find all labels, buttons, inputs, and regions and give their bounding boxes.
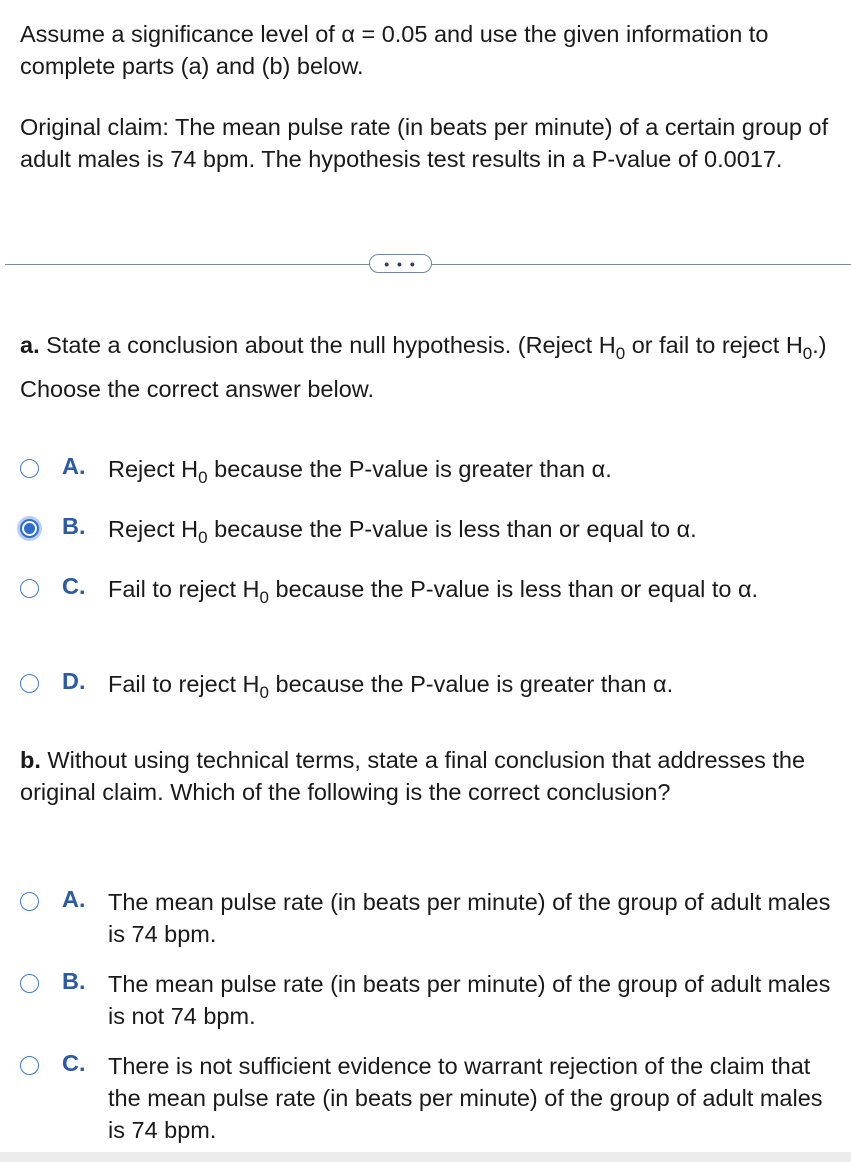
- part-a-question: [20, 323, 843, 411]
- radio-button[interactable]: [20, 579, 39, 598]
- option-text: The mean pulse rate (in beats per minute) of the group of adult males is 74 bpm.: [108, 889, 831, 947]
- bottom-scroll-edge: [0, 1152, 851, 1162]
- option-letter: A.: [62, 886, 86, 912]
- option-text: The mean pulse rate (in beats per minute) of the group of adult males is not 74 bpm.: [108, 971, 831, 1029]
- part-b-option-a[interactable]: [20, 886, 831, 950]
- part-a-sub-2: 0: [802, 344, 813, 363]
- part-a-text-1: State a conclusion about the null hypothesis. (Reject H: [39, 332, 616, 358]
- part-b-question: [20, 744, 843, 808]
- part-b-text: Without using technical terms, state a final conclusion that addresses the original claim. Which of the following is the correct conclusion?: [20, 747, 806, 805]
- radio-button[interactable]: [20, 974, 39, 993]
- option-text: There is not sufficient evidence to warrant rejection of the claim that the mean pulse rate (in beats per minute) of the group of adult males is 74 bpm.: [108, 1053, 823, 1143]
- part-a-option-a[interactable]: [20, 453, 831, 485]
- part-b-option-b[interactable]: [20, 968, 831, 1032]
- original-claim: Original claim: The mean pulse rate (in beats per minute) of a certain group of adult males is 74 bpm. The hypothesis test results in a P-value of 0.0017.: [20, 114, 829, 172]
- option-letter: B.: [62, 513, 86, 539]
- radio-button-selected[interactable]: [20, 519, 39, 538]
- part-a-sub-1: 0: [615, 344, 626, 363]
- radio-button[interactable]: [20, 1056, 39, 1075]
- part-a-option-b[interactable]: [20, 513, 831, 545]
- radio-button[interactable]: [20, 674, 39, 693]
- part-b-option-c[interactable]: [20, 1050, 831, 1146]
- option-text: Reject $H_0$ because the P-value is less than or equal to α.: [108, 516, 697, 547]
- option-text: Fail to reject $H_0$ because the P-value is less than or equal to α.: [108, 576, 759, 607]
- option-letter: C.: [62, 1050, 86, 1076]
- show-more-button[interactable]: [369, 254, 432, 273]
- part-a-option-d[interactable]: [20, 668, 831, 700]
- radio-button[interactable]: [20, 892, 39, 911]
- part-b-label: b.: [20, 747, 41, 773]
- radio-button[interactable]: [20, 459, 39, 478]
- part-a-text-2: or fail to reject H: [625, 332, 803, 358]
- option-letter: C.: [62, 573, 86, 599]
- option-text: Reject $H_0$ because the P-value is greater than α.: [108, 456, 612, 487]
- option-text: Fail to reject $H_0$ because the P-value is greater than α.: [108, 671, 674, 702]
- part-a-text-3: .) Choose the correct answer below.: [20, 332, 827, 402]
- part-a-label: a.: [20, 332, 40, 358]
- option-letter: A.: [62, 453, 86, 479]
- option-letter: D.: [62, 668, 86, 694]
- problem-instructions: Assume a significance level of α = 0.05 and use the given information to complete parts (a) and (b) below.: [20, 21, 769, 79]
- part-a-option-c[interactable]: [20, 573, 831, 611]
- option-letter: B.: [62, 968, 86, 994]
- ellipsis-icon: • • •: [384, 255, 417, 272]
